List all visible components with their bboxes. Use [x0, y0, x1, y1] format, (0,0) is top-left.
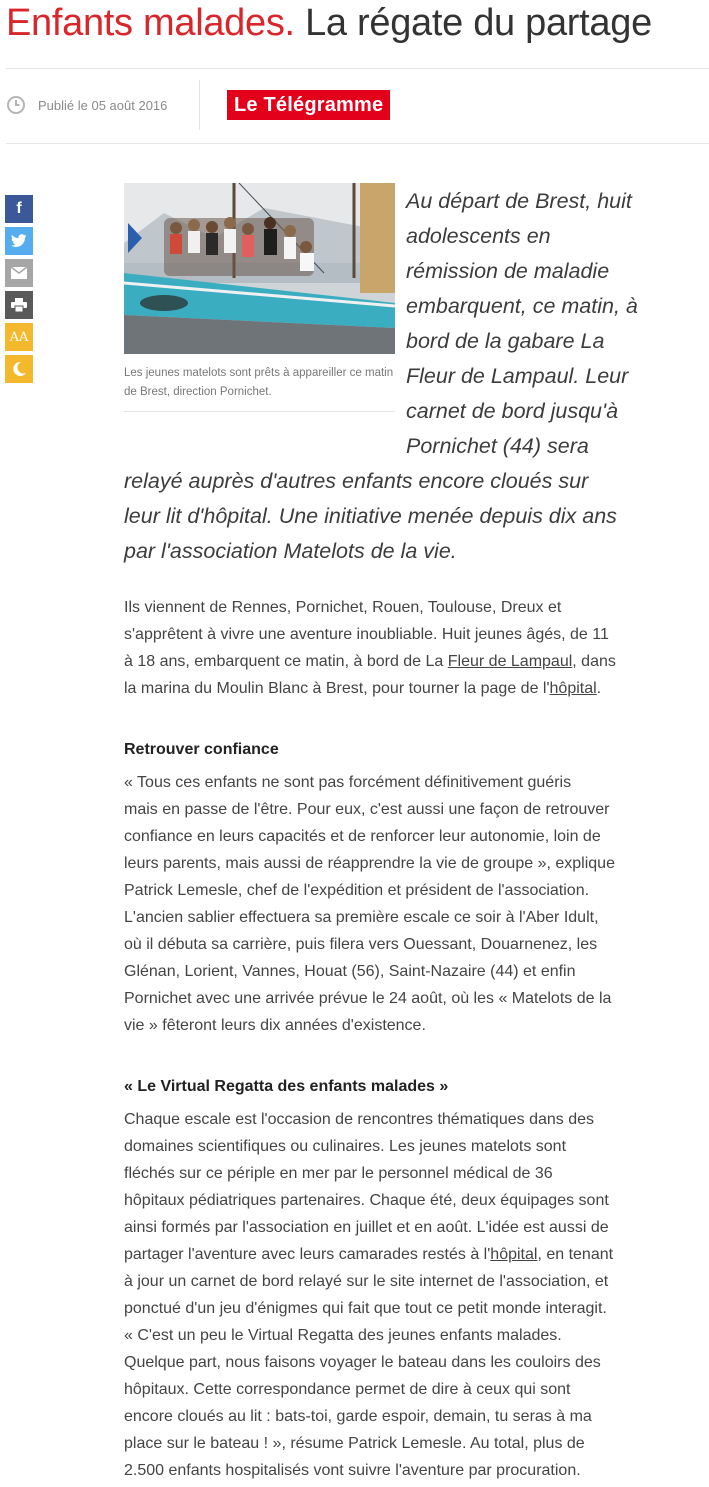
publish-info [6, 88, 167, 122]
body-text: à 18 ans, embarquent ce matin, à bord de La [124, 653, 448, 670]
body-text: partager l'aventure avec leurs camarades restés à l' [124, 1246, 491, 1263]
body-line: « C'est un peu le Virtual Regatta des jeunes enfants malades. [124, 1327, 562, 1344]
body-line: ponctué d'un jeu d'énigmes qui fait que tout ce petit monde interagit. [124, 1300, 607, 1317]
lead-line: embarquent, ce matin, à [406, 294, 638, 318]
lead-line: relayé auprès d'autres enfants encore cloués sur [124, 469, 589, 493]
lead-line: leur lit d'hôpital. Une initiative menée depuis dix ans [124, 504, 617, 528]
article-photo [124, 183, 395, 354]
publish-date: Publié le 05 août 2016 [38, 97, 168, 113]
meta-divider [6, 143, 709, 144]
body-line: L'ancien sablier effectuera sa première escale ce soir à l'Aber Idult, [124, 909, 599, 926]
body-text: la marina du Moulin Blanc à Brest, pour tourner la page de l' [124, 680, 550, 697]
body-line: où il débuta sa carrière, puis filera vers Ouessant, Douarnenez, les [124, 936, 598, 953]
body-line: à jour un carnet de bord relayé sur le site internet de l'association, et [124, 1273, 609, 1290]
share-toolbar [5, 195, 33, 387]
source-logo[interactable]: Le Télégramme [227, 90, 390, 120]
body-text: , dans [572, 653, 616, 670]
lead-line: Pornichet (44) sera [406, 434, 589, 458]
lead-line: par l'association Matelots de la vie. [124, 539, 457, 563]
body-line: Quelque part, nous faisons voyager le bateau dans les couloirs des [124, 1354, 601, 1371]
header-divider [6, 68, 709, 69]
body-line: mais en passe de l'être. Pour eux, c'est aussi une façon de retrouver [124, 801, 610, 818]
moon-icon[interactable] [5, 355, 33, 383]
email-icon[interactable] [5, 259, 33, 287]
section-heading: Retrouver confiance [124, 741, 279, 758]
meta-separator [199, 80, 200, 130]
photo-caption: Les jeunes matelots sont prêts à appareiller ce matin de Brest, direction Pornichet. [124, 367, 394, 398]
lead-line: Fleur de Lampaul. Leur [406, 364, 629, 388]
body-line: encore cloués au lit : bats-toi, garde espoir, demain, tu seras à ma [124, 1408, 592, 1425]
caption-divider [124, 411, 395, 412]
body-line [124, 675, 669, 702]
facebook-icon[interactable] [5, 195, 33, 223]
body-line [124, 648, 669, 675]
lead-line: bord de la gabare La [406, 329, 605, 353]
lead-line: carnet de bord jusqu'à [406, 399, 619, 423]
fleur-de-lampaul-link[interactable]: Fleur de Lampaul [447, 653, 573, 670]
lead-line: adolescents en [406, 224, 551, 248]
body-line: 2.500 enfants hospitalisés vont suivre l'aventure par procuration. [124, 1462, 581, 1479]
body-line: confiance en leurs capacités et de renforcer leur autonomie, loin de [124, 828, 601, 845]
body-line: fléchés sur ce périple en mer par le personnel médical de 36 [124, 1165, 553, 1182]
body-line: vie » fêteront leurs dix années d'existence. [124, 1017, 426, 1034]
body-line: place sur le bateau ! », résume Patrick Lemesle. Au total, plus de [124, 1435, 585, 1452]
body-line: hôpitaux pédiatriques partenaires. Chaque été, deux équipages sont [124, 1192, 609, 1209]
body-line: Patrick Lemesle, chef de l'expédition et président de l'association. [124, 882, 590, 899]
font-size-icon[interactable] [5, 323, 33, 351]
print-icon[interactable] [5, 291, 33, 319]
font-size-glyph: AA [9, 329, 29, 345]
title-main: La régate du partage [305, 2, 652, 44]
body-line: ainsi formés par l'association en juillet et en août. L'idée est aussi de [124, 1219, 609, 1236]
body-line: « Tous ces enfants ne sont pas forcément définitivement guéris [124, 774, 572, 791]
body-line: domaines scientifiques ou culinaires. Les jeunes matelots sont [124, 1138, 567, 1155]
body-line: hôpitaux. Cette correspondance permet de dire à ceux qui sont [124, 1381, 571, 1398]
hopital-link[interactable]: hôpital [490, 1246, 538, 1263]
body-line: s'apprêtent à vivre une aventure inoubliable. Huit jeunes âgés, de 11 [124, 626, 609, 643]
facebook-glyph: f [16, 200, 22, 217]
body-line: leurs parents, mais aussi de réapprendre la vie de groupe », explique [124, 855, 615, 872]
lead-line: Au départ de Brest, huit [406, 189, 632, 213]
article-title [6, 0, 709, 46]
body-line: Glénan, Lorient, Vannes, Houat (56), Saint-Nazaire (44) et enfin [124, 963, 576, 980]
body-line: Chaque escale est l'occasion de rencontres thématiques dans des [124, 1111, 595, 1128]
body-line [124, 1241, 669, 1268]
body-text: . [596, 680, 602, 697]
twitter-icon[interactable] [5, 227, 33, 255]
title-kicker: Enfants malades. [6, 2, 295, 44]
hopital-link[interactable]: hôpital [549, 680, 597, 697]
section-heading: « Le Virtual Regatta des enfants malades » [124, 1078, 449, 1095]
lead-line: rémission de maladie [406, 259, 610, 283]
body-text: , en tenant [537, 1246, 614, 1263]
clock-icon [6, 95, 26, 115]
body-line: Ils viennent de Rennes, Pornichet, Rouen, Toulouse, Dreux et [124, 599, 562, 616]
body-line: Pornichet avec une arrivée prévue le 24 août, où les « Matelots de la [124, 990, 612, 1007]
